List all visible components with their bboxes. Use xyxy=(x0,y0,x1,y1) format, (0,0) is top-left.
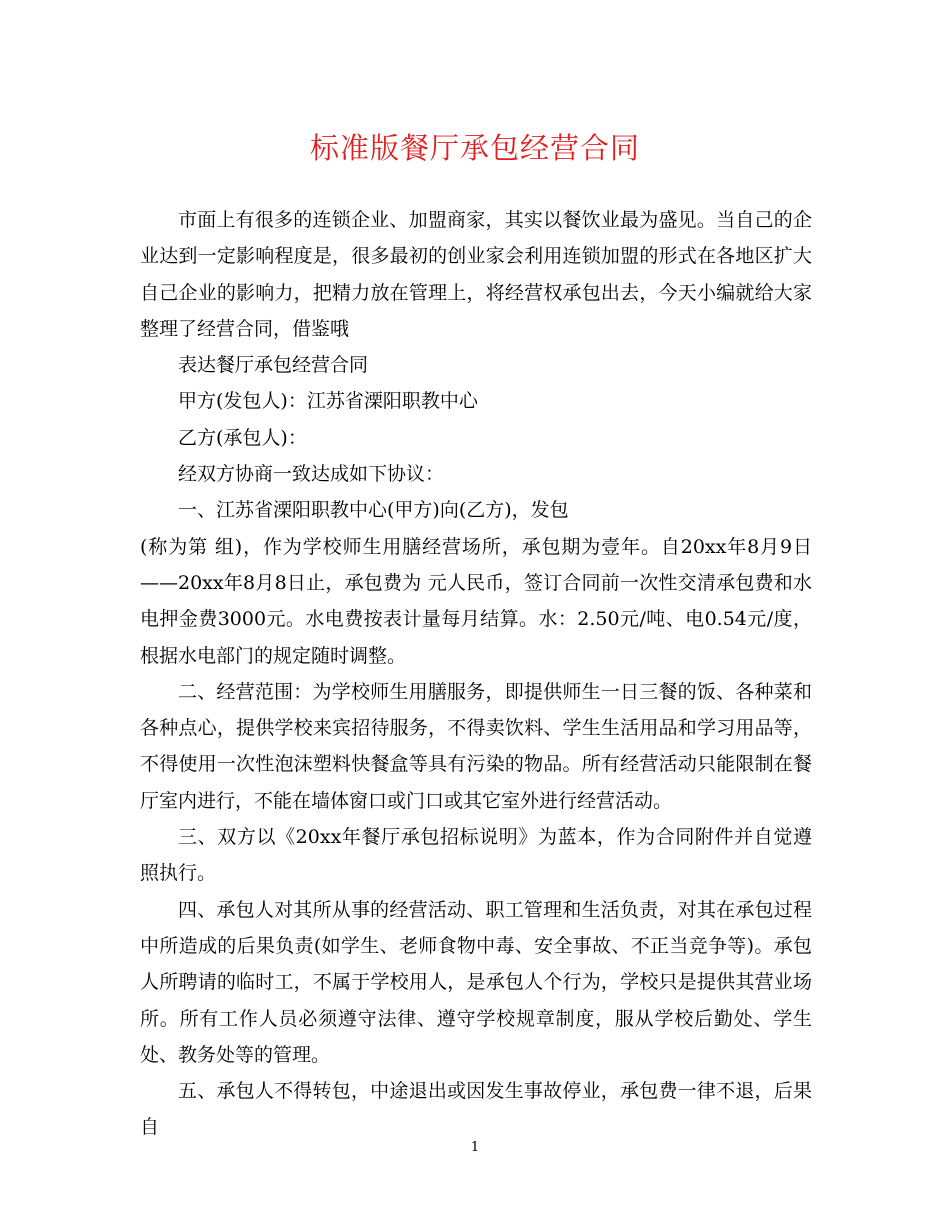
document-title: 标准版餐厅承包经营合同 xyxy=(309,131,640,165)
paragraph-agreement: 经双方协商一致达成如下协议： xyxy=(178,463,445,486)
paragraph-clause-4: 四、承包人对其所从事的经营活动、职工管理和生活负责，对其在承包过程中所造成的后果负责(如学生、老师食物中毒、安全事故、不正当竞争等)。承包人所聘请的临时工，不属于学校用人，是承包人个行为，学校只是提供其营业场所。所有工作人员必须遵守法律、遵守学校规章制度，服从学校后勤处、学生处、教务处等的管理。 xyxy=(140,898,812,1066)
paragraph-party-a: 甲方(发包人)：江苏省溧阳职教中心 xyxy=(178,390,478,413)
paragraph-clause-1-detail: (称为第 组)，作为学校师生用膳经营场所，承包期为壹年。自20xx年8月9日——20xx年8月8日止，承包费为 元人民币，签订合同前一次性交清承包费和水电押金费3000元。水电费按表计量每月结算。水：2.50元/吨、电0.54元/度，根据水电部门的规定随时调整。 xyxy=(140,535,812,667)
page-number: 1 xyxy=(470,1140,480,1155)
paragraph-contract-name: 表达餐厅承包经营合同 xyxy=(178,354,369,377)
paragraph-clause-5: 五、承包人不得转包，中途退出或因发生事故停业，承包费一律不退，后果自 xyxy=(140,1080,812,1139)
paragraph-clause-2: 二、经营范围：为学校师生用膳服务，即提供师生一日三餐的饭、各种菜和各种点心，提供学校来宾招待服务，不得卖饮料、学生生活用品和学习用品等，不得使用一次性泡沫塑料快餐盒等具有污染的物品。所有经营活动只能限制在餐厅室内进行，不能在墙体窗口或门口或其它室外进行经营活动。 xyxy=(140,680,812,812)
document-body xyxy=(140,202,812,1146)
paragraph-party-b: 乙方(承包人)： xyxy=(178,426,307,449)
paragraph-clause-3: 三、双方以《20xx年餐厅承包招标说明》为蓝本，作为合同附件并自觉遵照执行。 xyxy=(140,826,812,885)
paragraph-clause-1: 一、江苏省溧阳职教中心(甲方)向(乙方)，发包 xyxy=(178,499,569,522)
paragraph-intro: 市面上有很多的连锁企业、加盟商家，其实以餐饮业最为盛见。当自己的企业达到一定影响程度是，很多最初的创业家会利用连锁加盟的形式在各地区扩大自己企业的影响力，把精力放在管理上，将经营权承包出去，今天小编就给大家整理了经营合同，借鉴哦 xyxy=(140,209,812,340)
